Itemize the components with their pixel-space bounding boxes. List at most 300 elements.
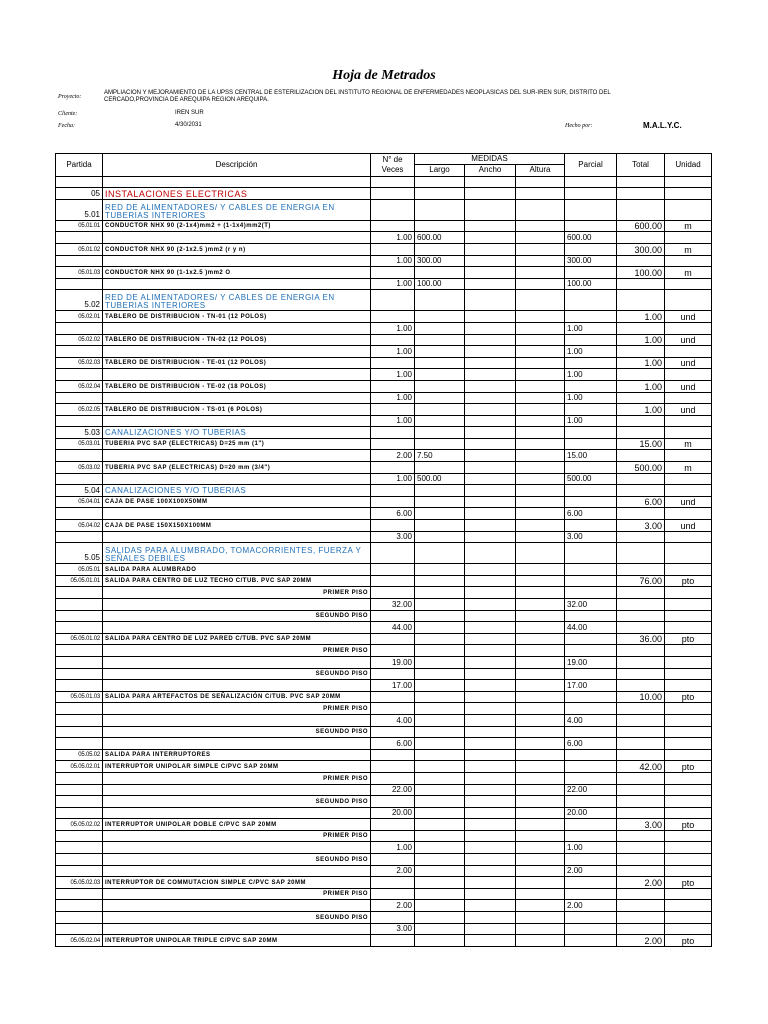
ancho-cell [465,714,516,726]
total-cell [617,599,665,611]
total-cell [617,900,665,912]
partida-cell: 05.05.01 [56,564,103,576]
partida-cell [56,888,103,900]
unidad-cell [665,255,712,267]
veces-cell [371,575,415,587]
partida-cell: 5.01 [56,199,103,220]
total-cell: 300.00 [617,243,665,255]
partida-cell [56,796,103,808]
total-cell [617,508,665,520]
altura-cell [516,520,565,532]
descripcion-cell: TABLERO DE DISTRIBUCION - TS-01 (6 POLOS) [103,404,371,416]
descripcion-cell: SALIDA PARA INTERRUPTORES [103,749,371,761]
parcial-cell: 1.00 [565,415,617,427]
parcial-cell [565,496,617,508]
altura-cell [516,531,565,543]
partida-cell: 05.02.02 [56,334,103,346]
descripcion-cell [103,450,371,462]
table-row [56,267,712,279]
partida-cell: 5.02 [56,290,103,311]
total-cell: 1.00 [617,311,665,323]
table-row [56,543,712,564]
altura-cell [516,819,565,831]
table-row [56,322,712,334]
veces-cell [371,543,415,564]
total-cell [617,645,665,657]
altura-cell [516,404,565,416]
partida-cell [56,610,103,622]
unidad-cell: pto [665,761,712,773]
descripcion-cell: SEGUNDO PISO [103,726,371,738]
altura-cell [516,877,565,889]
largo-cell [415,357,465,369]
ancho-cell [465,587,516,599]
partida-cell: 5.04 [56,485,103,497]
altura-cell [516,392,565,404]
parcial-cell: 100.00 [565,278,617,290]
unidad-cell [665,346,712,358]
ancho-cell [465,543,516,564]
table-row [56,575,712,587]
largo-cell [415,622,465,634]
ancho-cell [465,784,516,796]
parcial-cell [565,726,617,738]
total-cell [617,726,665,738]
parcial-cell [565,772,617,784]
partida-cell [56,415,103,427]
table-row [56,587,712,599]
parcial-cell: 2.00 [565,900,617,912]
table-row [56,496,712,508]
parcial-cell: 17.00 [565,680,617,692]
table-row [56,703,712,715]
ancho-cell [465,357,516,369]
altura-cell [516,334,565,346]
col-unidad: Unidad [665,154,712,177]
parcial-cell: 15.00 [565,450,617,462]
parcial-cell [565,176,617,188]
table-row [56,633,712,645]
descripcion-cell: CONDUCTOR NHX 90 (2-1x2.5 )mm2 (r y n) [103,243,371,255]
descripcion-cell: TABLERO DE DISTRIBUCION - TE-02 (18 POLOS) [103,380,371,392]
table-row [56,462,712,474]
altura-cell [516,935,565,947]
total-cell [617,772,665,784]
parcial-cell [565,427,617,439]
partida-cell [56,830,103,842]
veces-cell: 1.00 [371,473,415,485]
veces-cell [371,290,415,311]
ancho-cell [465,290,516,311]
veces-cell [371,749,415,761]
total-cell [617,738,665,750]
veces-cell [371,854,415,866]
total-cell: 2.00 [617,935,665,947]
parcial-cell [565,645,617,657]
table-row [56,784,712,796]
unidad-cell [665,807,712,819]
total-cell [617,450,665,462]
largo-cell [415,543,465,564]
table-row [56,842,712,854]
unidad-cell [665,714,712,726]
ancho-cell [465,369,516,381]
unidad-cell [665,508,712,520]
largo-cell [415,369,465,381]
altura-cell [516,199,565,220]
descripcion-cell [103,232,371,244]
ancho-cell [465,842,516,854]
total-cell: 600.00 [617,220,665,232]
table-row [56,278,712,290]
table-row [56,772,712,784]
descripcion-cell: TUBERIA PVC SAP (ELECTRICAS) D=20 mm (3/4") [103,462,371,474]
ancho-cell [465,633,516,645]
veces-cell: 2.00 [371,865,415,877]
altura-cell [516,912,565,924]
parcial-cell [565,830,617,842]
partida-cell: 05.05.01.02 [56,633,103,645]
table-body [56,176,712,946]
descripcion-cell [103,900,371,912]
unidad-cell: m [665,220,712,232]
largo-cell [415,656,465,668]
col-ancho: Ancho [465,165,516,177]
total-cell [617,531,665,543]
partida-cell [56,322,103,334]
largo-cell [415,784,465,796]
partida-cell: 5.03 [56,427,103,439]
table-row [56,912,712,924]
veces-cell [371,334,415,346]
ancho-cell [465,404,516,416]
col-partida: Partida [56,154,103,177]
unidad-cell [665,587,712,599]
table-row [56,749,712,761]
partida-cell: 05.02.04 [56,380,103,392]
parcial-cell: 19.00 [565,656,617,668]
table-row [56,668,712,680]
parcial-cell: 1.00 [565,842,617,854]
unidad-cell: pto [665,877,712,889]
table-row [56,346,712,358]
total-cell: 1.00 [617,404,665,416]
ancho-cell [465,346,516,358]
descripcion-cell [103,784,371,796]
unidad-cell: und [665,380,712,392]
veces-cell [371,796,415,808]
altura-cell [516,575,565,587]
partida-cell: 05.03.02 [56,462,103,474]
largo-cell [415,427,465,439]
ancho-cell [465,322,516,334]
unidad-cell [665,290,712,311]
parcial-cell [565,462,617,474]
total-cell [617,322,665,334]
table-row [56,622,712,634]
veces-cell: 2.00 [371,900,415,912]
unidad-cell [665,473,712,485]
veces-cell [371,427,415,439]
partida-cell: 05.02.05 [56,404,103,416]
descripcion-cell: INTERRUPTOR UNIPOLAR SIMPLE C/PVC SAP 20MM [103,761,371,773]
total-cell: 1.00 [617,357,665,369]
veces-cell: 44.00 [371,622,415,634]
total-cell [617,830,665,842]
total-cell: 100.00 [617,267,665,279]
table-row [56,290,712,311]
parcial-cell [565,633,617,645]
total-cell [617,923,665,935]
descripcion-cell: PRIMER PISO [103,587,371,599]
altura-cell [516,243,565,255]
page-title: Hoja de Metrados [332,68,436,83]
largo-cell [415,311,465,323]
table-row [56,923,712,935]
ancho-cell [465,380,516,392]
table-row [56,176,712,188]
unidad-cell [665,622,712,634]
altura-cell [516,610,565,622]
table-row [56,645,712,657]
ancho-cell [465,599,516,611]
veces-cell: 1.00 [371,232,415,244]
unidad-cell [665,199,712,220]
altura-cell [516,357,565,369]
table-row [56,243,712,255]
largo-cell [415,531,465,543]
veces-cell [371,691,415,703]
altura-cell [516,900,565,912]
altura-cell [516,645,565,657]
ancho-cell [465,772,516,784]
altura-cell [516,633,565,645]
unidad-cell [665,854,712,866]
descripcion-cell: SEGUNDO PISO [103,610,371,622]
ancho-cell [465,334,516,346]
ancho-cell [465,888,516,900]
altura-cell [516,622,565,634]
total-cell [617,622,665,634]
descripcion-cell [103,738,371,750]
ancho-cell [465,796,516,808]
parcial-cell: 20.00 [565,807,617,819]
partida-cell [56,255,103,267]
table-row [56,830,712,842]
parcial-cell [565,243,617,255]
veces-cell [371,912,415,924]
partida-cell [56,450,103,462]
parcial-cell [565,912,617,924]
ancho-cell [465,564,516,576]
total-cell: 10.00 [617,691,665,703]
partida-cell: 5.05 [56,543,103,564]
altura-cell [516,923,565,935]
altura-cell [516,290,565,311]
descripcion-cell [103,599,371,611]
table-row [56,599,712,611]
table-row [56,311,712,323]
parcial-cell [565,761,617,773]
altura-cell [516,668,565,680]
descripcion-cell: CONDUCTOR NHX 90 (2-1x4)mm2 + (1-1x4)mm2(T) [103,220,371,232]
unidad-cell: m [665,462,712,474]
partida-cell: 05.04.01 [56,496,103,508]
total-cell [617,199,665,220]
veces-cell [371,633,415,645]
veces-cell [371,404,415,416]
largo-cell [415,761,465,773]
descripcion-cell: SEGUNDO PISO [103,912,371,924]
largo-cell [415,404,465,416]
veces-cell: 4.00 [371,714,415,726]
ancho-cell [465,749,516,761]
veces-cell [371,220,415,232]
altura-cell [516,830,565,842]
col-parcial: Parcial [565,154,617,177]
veces-cell: 22.00 [371,784,415,796]
ancho-cell [465,761,516,773]
ancho-cell [465,220,516,232]
veces-cell [371,496,415,508]
altura-cell [516,854,565,866]
veces-cell [371,243,415,255]
ancho-cell [465,703,516,715]
ancho-cell [465,243,516,255]
partida-cell [56,622,103,634]
partida-cell [56,531,103,543]
table-row [56,369,712,381]
largo-cell [415,888,465,900]
total-cell [617,610,665,622]
table-row [56,714,712,726]
largo-cell [415,392,465,404]
veces-cell [371,587,415,599]
ancho-cell [465,645,516,657]
partida-cell [56,714,103,726]
ancho-cell [465,232,516,244]
descripcion-cell: SALIDA PARA ARTEFACTOS DE SEÑALIZACIÓN C/TUB. PVC SAP 20MM [103,691,371,703]
altura-cell [516,726,565,738]
altura-cell [516,220,565,232]
partida-cell [56,473,103,485]
col-medidas: MEDIDAS [415,154,565,165]
parcial-cell: 300.00 [565,255,617,267]
parcial-cell: 3.00 [565,531,617,543]
descripcion-cell: PRIMER PISO [103,703,371,715]
total-cell [617,392,665,404]
partida-cell [56,772,103,784]
ancho-cell [465,680,516,692]
descripcion-cell: RED DE ALIMENTADORES/ Y CABLES DE ENERGIA EN TUBERIAS INTERIORES [103,290,371,311]
largo-cell [415,900,465,912]
total-cell: 36.00 [617,633,665,645]
veces-cell: 1.00 [371,255,415,267]
descripcion-cell [103,473,371,485]
ancho-cell [465,427,516,439]
unidad-cell [665,176,712,188]
descripcion-cell: INTERRUPTOR UNIPOLAR TRIPLE C/PVC SAP 20MM [103,935,371,947]
partida-cell [56,278,103,290]
ancho-cell [465,188,516,200]
parcial-cell [565,877,617,889]
descripcion-cell [103,176,371,188]
unidad-cell: und [665,520,712,532]
total-cell: 3.00 [617,819,665,831]
altura-cell [516,599,565,611]
largo-cell [415,703,465,715]
veces-cell [371,462,415,474]
largo-cell [415,599,465,611]
parcial-cell: 32.00 [565,599,617,611]
veces-cell [371,357,415,369]
col-altura: Altura [516,165,565,177]
veces-cell: 1.00 [371,322,415,334]
total-cell [617,255,665,267]
parcial-cell [565,668,617,680]
descripcion-cell: SALIDA PARA ALUMBRADO [103,564,371,576]
altura-cell [516,807,565,819]
largo-cell [415,935,465,947]
partida-cell: 05.05.01.03 [56,691,103,703]
largo-cell [415,923,465,935]
table-row [56,232,712,244]
unidad-cell: m [665,243,712,255]
ancho-cell [465,450,516,462]
descripcion-cell: INTERRUPTOR DE COMMUTACION SIMPLE C/PVC SAP 20MM [103,877,371,889]
partida-cell: 05.05.02 [56,749,103,761]
total-cell [617,485,665,497]
veces-cell [371,772,415,784]
total-cell [617,473,665,485]
partida-cell [56,726,103,738]
largo-cell [415,877,465,889]
altura-cell [516,796,565,808]
descripcion-cell [103,415,371,427]
parcial-cell [565,587,617,599]
veces-cell [371,485,415,497]
descripcion-cell: CANALIZACIONES Y/O TUBERIAS [103,485,371,497]
veces-cell [371,703,415,715]
partida-cell: 05.03.01 [56,438,103,450]
ancho-cell [465,622,516,634]
unidad-cell [665,599,712,611]
total-cell: 1.00 [617,334,665,346]
table-row [56,865,712,877]
total-cell [617,749,665,761]
largo-cell [415,575,465,587]
largo-cell [415,380,465,392]
ancho-cell [465,520,516,532]
metrados-table [55,153,712,947]
descripcion-cell [103,508,371,520]
table-row [56,520,712,532]
descripcion-cell: TABLERO DE DISTRIBUCION - TN-02 (12 POLOS) [103,334,371,346]
ancho-cell [465,610,516,622]
largo-cell [415,912,465,924]
unidad-cell [665,900,712,912]
descripcion-cell [103,865,371,877]
ancho-cell [465,199,516,220]
parcial-cell [565,749,617,761]
descripcion-cell [103,531,371,543]
veces-cell [371,188,415,200]
altura-cell [516,255,565,267]
total-cell [617,714,665,726]
unidad-cell: und [665,496,712,508]
total-cell [617,369,665,381]
partida-cell [56,703,103,715]
